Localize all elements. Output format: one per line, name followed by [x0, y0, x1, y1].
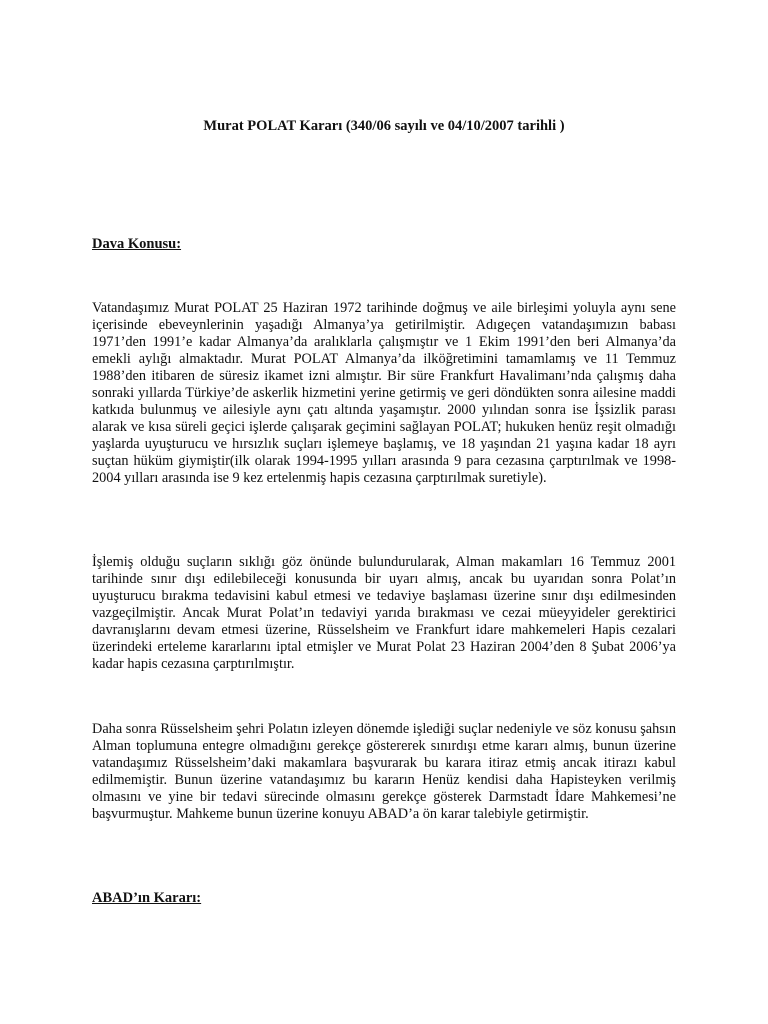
paragraph-2: İşlemiş olduğu suçların sıklığı göz önünde bulundurularak, Alman makamları 16 Temmuz 2001 tarihinde sınır dışı edilebileceği konusunda bir uyarı almış, ancak bu uyarıdan sonra Polat’ın uyuşturucu bırakma tedavisini kabul etmesi ve tedaviye başlaması üzerine sınır dışı edilmesinden vazgeçilmiştir. Ancak Murat Polat’ın tedaviyi yarıda bırakması ve cezai müeyyideler gerektirici davranışlarını devam etmesi üzerine, Rüsselsheim ve Frankfurt idare mahkemeleri Hapis cezalari üzerindeki erteleme kararlarını iptal etmişler ve Murat Polat 23 Haziran 2004’den 8 Şubat 2006’ya kadar hapis cezasına çarptırılmıştır.	[92, 554, 676, 672]
document-title: Murat POLAT Kararı (340/06 sayılı ve 04/10/2007 tarihli )	[203, 118, 565, 134]
paragraph-3: Daha sonra Rüsselsheim şehri Polatın izleyen dönemde işlediği suçlar nedeniyle ve söz konusu şahsın Alman toplumuna entegre olmadığını gerekçe göstererek sınırdışı etme kararı almış, bunun üzerine vatandaşımız Rüsselsheim’daki makamlara başvurarak bu karara itiraz etmiş ancak itirazı kabul edilmemiştir. Bunun üzerine vatandaşımız bu kararın Henüz kendisi daha Hapisteyken verilmiş olmasını ve yine bir tedavi sürecinde olmasını gerekçe gösterek Darmstadt İdare Mahkemesi’ne başvurmuştur. Mahkeme bunun üzerine konuyu ABAD’a ön karar talebiyle getirmiştir.	[92, 721, 676, 822]
section-heading-abad-karari: ABAD’ın Kararı:	[92, 890, 202, 906]
section-heading-dava-konusu: Dava Konusu:	[92, 236, 182, 252]
paragraph-1: Vatandaşımız Murat POLAT 25 Haziran 1972 tarihinde doğmuş ve aile birleşimi yoluyla aynı sene içerisinde ebeveynlerinin yaşadığı Almanya’ya getirilmiştir. Adıgeçen vatandaşımızın babası 1971’den 1991’e kadar Almanya’da aralıklarla çalışmıştır ve 1 Ekim 1991’den beri Almanya’da emekli aylığı almaktadır. Murat POLAT Almanya’da ilköğretimini tamamlamış ve 11 Temmuz 1988’den itibaren de süresiz ikamet izni almıştır. Bir süre Frankfurt Havalimanı’nda çalışmış daha sonraki yıllarda Türkiye’de askerlik hizmetini yerine getirmiş ve geri döndükten sonra ailesine maddi katkıda bulunmuş ve ailesiyle aynı çatı altında yaşamıştır. 2000 yılından sonra ise İşsizlik parası alarak ve kısa süreli geçici işlerde çalışarak geçimini sağlayan POLAT; hukuken henüz reşit olmadığı yaşlarda uyuşturucu ve hırsızlık suçları işlemeye başlamış, ve 18 yaşından 21 yaşına kadar 18 ayrı suçtan hüküm giymiştir(ilk olarak 1994-1995 yılları arasında 9 para cezasına çarptırılmak ve 1998-2004 yılları arasında ise 9 kez ertelenmiş hapis cezasına çarptırılmak suretiyle).	[92, 300, 676, 486]
